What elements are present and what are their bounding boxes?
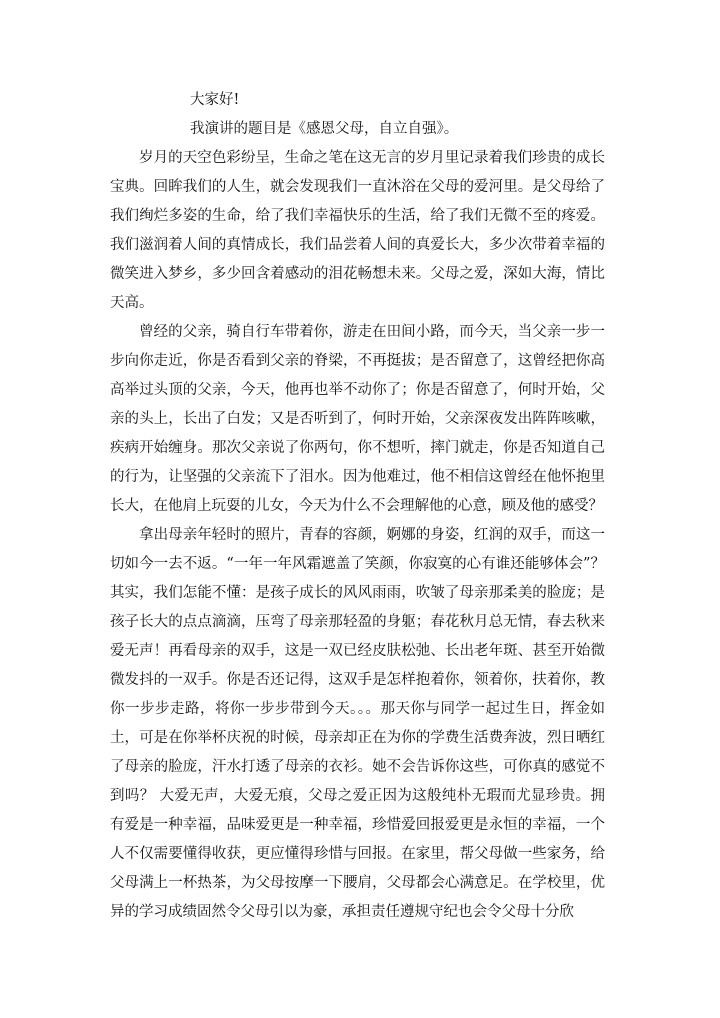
speech-text: [110, 86, 605, 927]
paragraph-growth: 岁月的天空色彩纷呈，生命之笔在这无言的岁月里记录着我们珍贵的成长宝典。回眸我们的人生，就会发现我们一直沐浴在父母的爱河里。是父母给了我们绚烂多姿的生命，给了我们幸福快乐的生活，给了我们无微不至的疼爱。我们滋润着人间的真情成长，我们品尝着人间的真爱长大，多少次带着幸福的微笑进入梦乡，多少回含着感动的泪花畅想未来。父母之爱，深如大海，情比天高。: [110, 150, 605, 311]
paragraph-mother: 拿出母亲年轻时的照片，青春的容颜，婀娜的身姿，红润的双手，而这一切如今一去不返。“一年一年风霜遮盖了笑颜，你寂寞的心有谁还能够体会”？其实，我们怎能不懂：是孩子成长的风风雨雨，吹皱了母亲那柔美的脸庞；是孩子长大的点点滴滴，压弯了母亲那轻盈的身躯；春花秋月总无情，春去秋来爱无声！再看母亲的双手，这是一双已经皮肤松弛、长出老年斑、甚至开始微微发抖的一双手。你是否还记得，这双手是怎样抱着你，领着你，扶着你，教你一步步走路，将你一步步带到今天。。。那天你与同学一起过生日，挥金如土，可是在你举杯庆祝的时候，母亲却正在为你的学费生活费奔波，烈日晒红了母亲的脸庞，汗水打透了母亲的衣衫。她不会告诉你这些，可你真的感觉不到吗？ 大爱无声，大爱无痕，父母之爱正因为这般纯朴无瑕而尤显珍贵。拥有爱是一种幸福，品味爱更是一种幸福，珍惜爱回报爱更是永恒的幸福，一个人不仅需要懂得收获，更应懂得珍惜与回报。在家里，帮父母做一些家务，给父母满上一杯热茶，为父母按摩一下腰肩，父母都会心满意足。在学校里，优异的学习成绩固然令父母引以为豪，承担责任遵规守纪也会令父母十分欣: [110, 527, 605, 920]
paragraph-father: 曾经的父亲，骑自行车带着你，游走在田间小路，而今天，当父亲一步一步向你走近，你是否看到父亲的脊梁，不再挺拔；是否留意了，这曾经把你高高举过头顶的父亲，今天，他再也举不动你了；你是否留意了，何时开始，父亲的头上，长出了白发；又是否听到了，何时开始，父亲深夜发出阵阵咳嗽，疾病开始缠身。那次父亲说了你两句，你不想听，摔门就走，你是否知道自己的行为，让坚强的父亲流下了泪水。因为他难过，他不相信这曾经在他怀抱里长大，在他肩上玩耍的儿女，今天为什么不会理解他的心意，顾及他的感受？: [110, 324, 605, 514]
greeting-line: 大家好!: [190, 92, 240, 108]
speech-topic: 我演讲的题目是《感恩父母，自立自强》。: [190, 121, 459, 137]
